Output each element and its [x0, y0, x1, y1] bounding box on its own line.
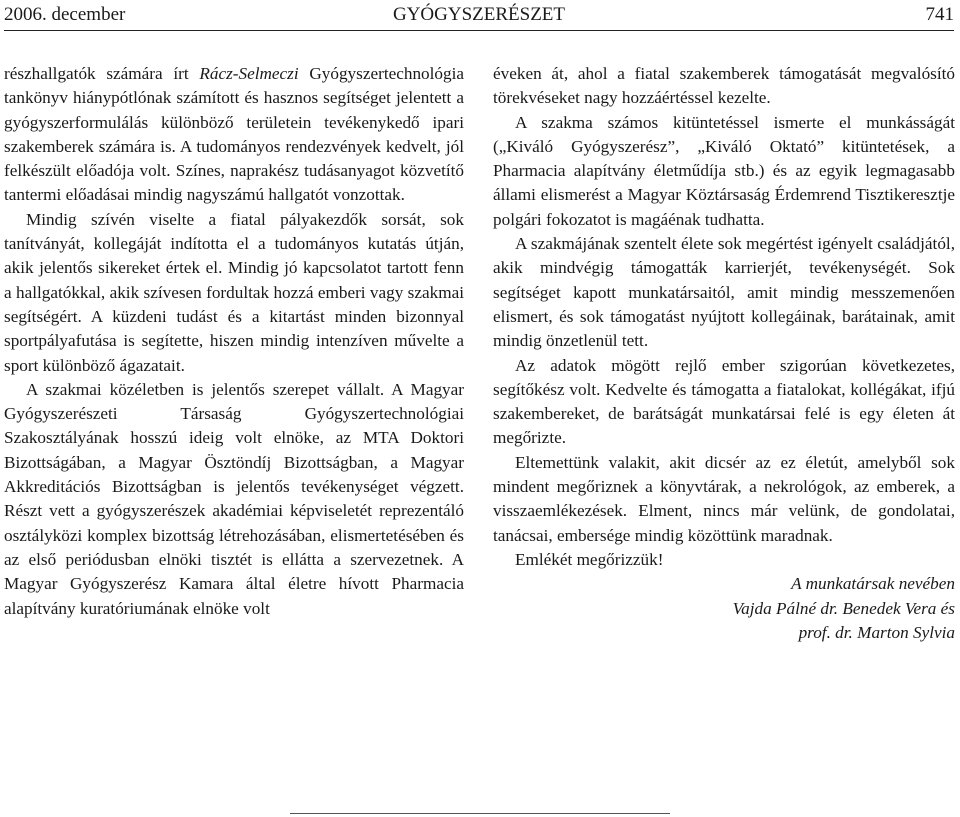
header-divider — [4, 30, 954, 31]
left-column — [4, 62, 464, 621]
paragraph: A szakma számos kitüntetéssel ismerte el munkásságát („Kiváló Gyógyszerész”, „Kiváló Oktató” kitüntetések, a Pharmacia alapítvány életműdíja stb.) és az egyik legmagasabb állami elismerést a Magyar Köztársaság Érdemrend Tisztikeresztje polgári fokozatot is magáénak tudhatta. — [493, 112, 955, 229]
paragraph: Mindig szívén viselte a fiatal pályakezdők sorsát, sok tanítványát, kollegáját indította el a tudományos kutatás útján, akik jelentős sikereket értek el. Mindig jó kapcsolatot tartott fenn a hallgatókkal, akik szívesen fordultak hozzá emberi vagy szakmai segítségért. A küzdeni tudást és a kitartást minden bizonnyal sportpályafutása is segítette, hiszen mindig intenzíven művelte a sport különböző ágazatait. — [4, 209, 464, 375]
closing-line: Emlékét megőrizzük! — [515, 549, 664, 569]
signature-line: Vajda Pálné dr. Benedek Vera és — [732, 598, 955, 618]
paragraph-continued — [4, 62, 464, 208]
paragraph: A szakmai közéletben is jelentős szerepet vállalt. A Magyar Gyógyszerészeti Társaság Gyógyszertechnológiai Szakosztályának hosszú ideig volt elnöke, az MTA Doktori Bizottságában, a Magyar Ösztöndíj Bizottságban, a Magyar Akkreditációs Bizottságban is jelentős tevékenységet végzett. Részt vett a gyógyszerészek akadémiai képviseletét reprezentáló osztályközi komplex bizottság létrehozásában, elismertetésében és az első periódusban elnöki tisztét is ellátta a szervezetnek. A Magyar Gyógyszerész Kamara által életre hívott Pharmacia alapítvány kuratóriumának elnöke volt — [4, 379, 464, 618]
right-column — [493, 62, 955, 645]
paragraph-continued: éveken át, ahol a fiatal szakemberek támogatását megvalósító törekvéseket nagy hozzáértéssel kezelte. — [493, 64, 955, 108]
page-number: 741 — [925, 4, 954, 25]
paragraph: Eltemettünk valakit, akit dicsér az ez életút, amelyből sok mindent megőriznek a könyvtárak, a nekrológok, az emberek, a visszaemlékezések. Elment, nincs már velünk, de gondolatai, tanácsai, embersége mindig közöttünk maradnak. — [493, 452, 955, 545]
paragraph-text: Gyógyszertechnológia tankönyv hiánypótlónak számított és hasznos segítséget jelentett a gyógyszerformulálás különböző területein tevékenykedő ipari szakemberek számára is. A tudományos rendezvények kedvelt, jól felkészült előadója volt. Színes, naprakész tudásanyagot közvetítő tantermi előadásai mindig nagyszámú hallgatót vonzottak. — [4, 64, 465, 205]
issue-date: 2006. december — [4, 4, 126, 25]
paragraph: A szakmájának szentelt élete sok megértést igényelt családjától, akik mindvégig támogatták karrierjét, tevékenységét. Sok segítséget kapott munkatársaitól, amit mindig messzemenően elismert, és sok támogatást nyújtott kollegáinak, barátainak, amit mindig önzetlenül tett. — [493, 234, 955, 351]
signature-line: A munkatársak nevében — [791, 574, 955, 594]
author-name-italic: Rácz-Selmeczi — [199, 64, 299, 83]
paragraph: Az adatok mögött rejlő ember szigorúan következetes, segítőkész volt. Kedvelte és támogatta a fiatalokat, kollégákat, ifjú szakembereket, de barátságát munkatársai felé is egy életen át megőrizte. — [493, 355, 955, 448]
journal-section-title: GYÓGYSZERÉSZET — [392, 4, 566, 25]
paragraph-text: részhallgatók számára írt — [4, 64, 200, 83]
footer-divider — [290, 813, 670, 814]
running-header — [4, 2, 954, 28]
signature-line: prof. dr. Marton Sylvia — [798, 622, 955, 642]
